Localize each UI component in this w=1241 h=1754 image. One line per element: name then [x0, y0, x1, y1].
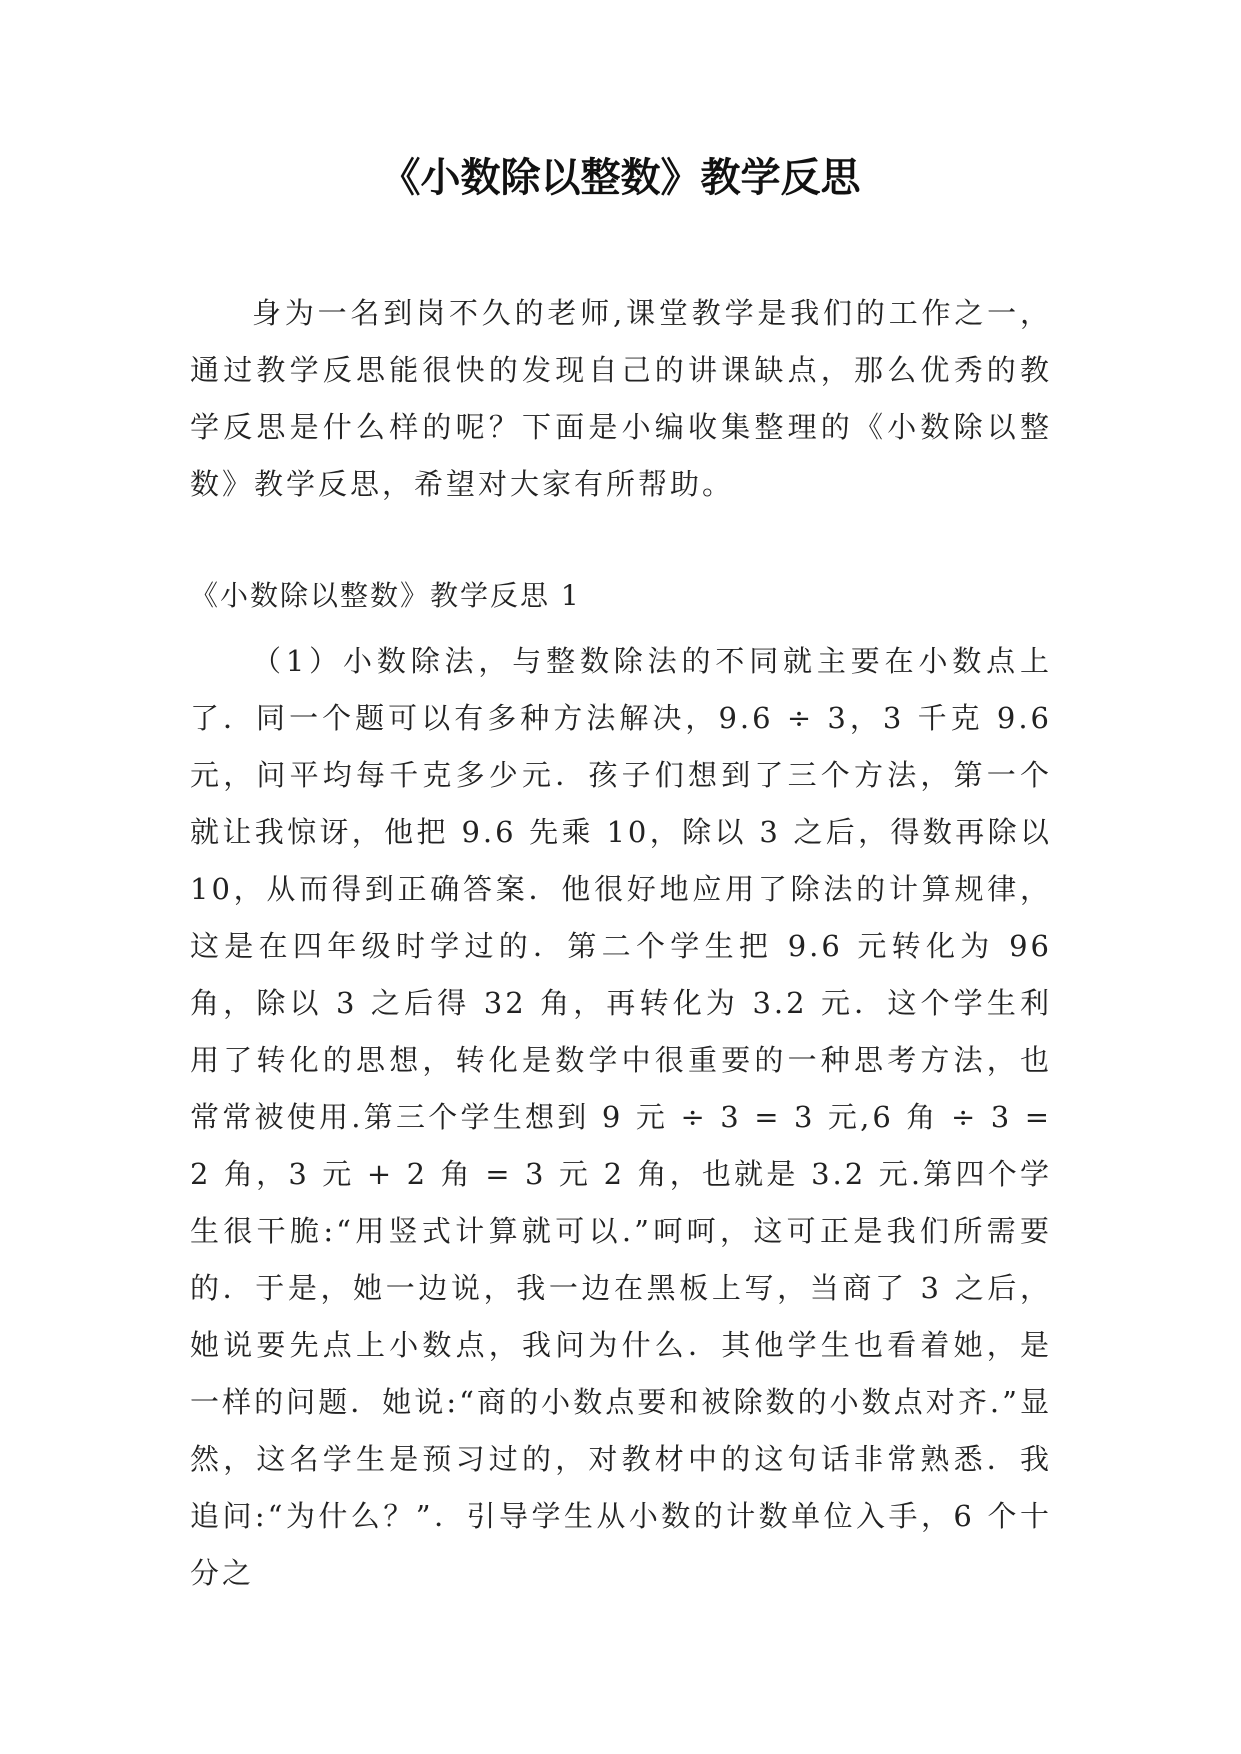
intro-paragraph: 身为一名到岗不久的老师,课堂教学是我们的工作之一，通过教学反思能很快的发现自己的讲课缺点，那么优秀的教学反思是什么样的呢？下面是小编收集整理的《小数除以整数》教学反思，希望对大家有所帮助。: [190, 296, 1052, 501]
document-title: 《小数除以整数》教学反思: [380, 155, 861, 201]
section-heading: 《小数除以整数》教学反思 1: [190, 579, 581, 612]
body-paragraph: （1）小数除法，与整数除法的不同就主要在小数点上了．同一个题可以有多种方法解决，9.6 ÷ 3，3 千克 9.6 元，问平均每千克多少元．孩子们想到了三个方法，第一个就让我惊讶，他把 9.6 先乘 10，除以 3 之后，得数再除以 10，从而得到正确答案．他很好地应用了除法的计算规律，这是在四年级时学过的．第二个学生把 9.6 元转化为 96 角，除以 3 之后得 32 角，再转化为 3.2 元．这个学生利用了转化的思想，转化是数学中很重要的一种思考方法，也常常被使用.第三个学生想到 9 元 ÷ 3 = 3 元,6 角 ÷ 3 = 2 角，3 元 + 2 角 = 3 元 2 角，也就是 3.2 元.第四个学生很干脆:“用竖式计算就可以.”呵呵，这可正是我们所需要的．于是，她一边说，我一边在黑板上写，当商了 3 之后，她说要先点上小数点，我问为什么．其他学生也看着她，是一样的问题．她说:“商的小数点要和被除数的小数点对齐.”显然，这名学生是预习过的，对教材中的这句话非常熟悉．我追问:“为什么？”．引导学生从小数的计数单位入手，6 个十分之: [190, 644, 1052, 1590]
